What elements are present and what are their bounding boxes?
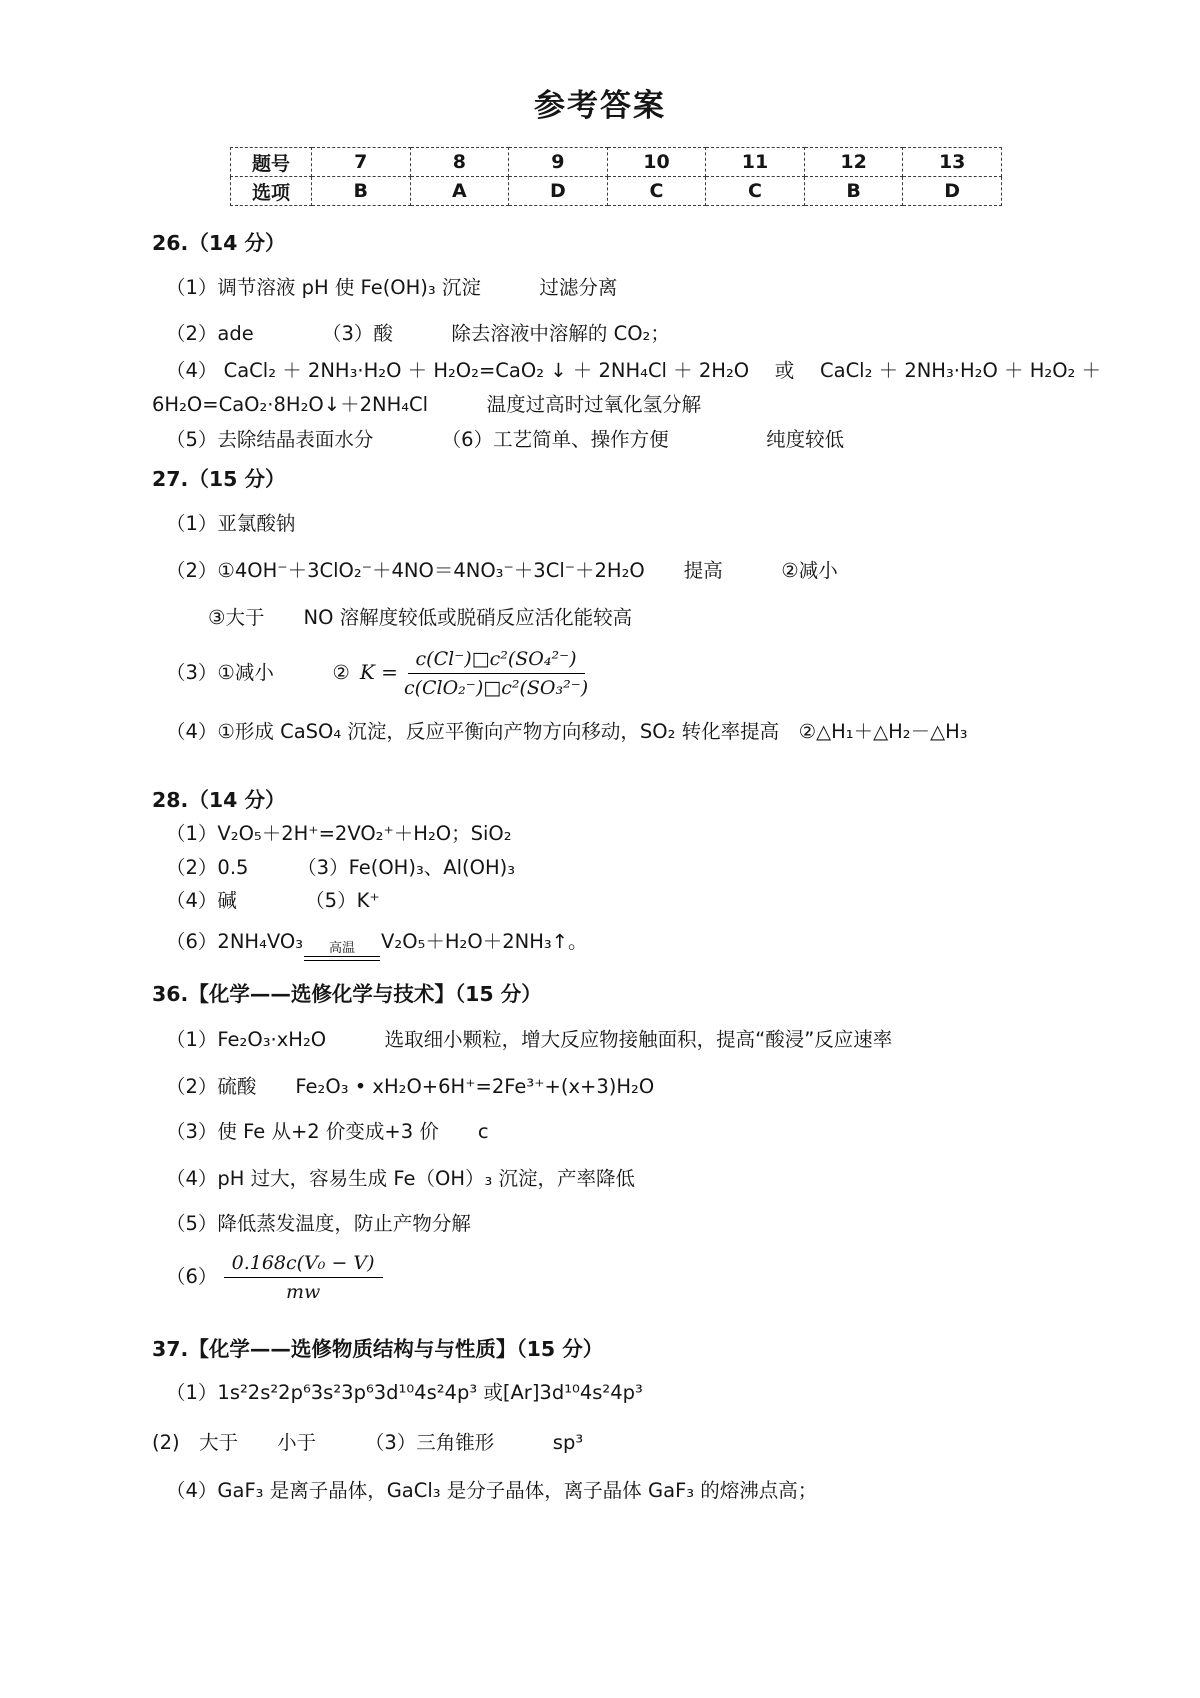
reaction-condition-mark [304,942,380,961]
answer-line: （1）调节溶液 pH 使 Fe(OH)₃ 沉淀 过滤分离 [166,276,618,299]
titration-fraction-denominator: mw [285,1281,321,1303]
k-prefix-text: （3）①减小 ② [166,661,350,684]
question-number-cell: 8 [410,148,509,177]
answer-option-cell: D [509,177,608,206]
answer-line: （2）0.5 （3）Fe(OH)₃、Al(OH)₃ [166,856,516,879]
answer-option-cell: C [607,177,706,206]
section-36-heading: 36.【化学——选修化学与技术】（15 分） [152,982,542,1006]
answer-line: （2）ade （3）酸 除去溶液中溶解的 CO₂； [166,322,670,345]
section-26 [152,226,1110,453]
answer-line: （4）①形成 CaSO₄ 沉淀，反应平衡向产物方向移动，SO₂ 转化率提高 ②△H₁＋△H₂－△H₃ [166,720,968,743]
row-label-option: 选项 [231,177,312,206]
answer-option-cell: C [706,177,805,206]
row-label-question: 题号 [231,148,312,177]
page-title: 参考答案 [534,88,666,124]
answer-table [230,147,1002,206]
question-number-row [231,148,1002,177]
question-number-cell: 12 [804,148,903,177]
section-37 [152,1332,1110,1504]
formula-prefix: （6） [166,1265,218,1288]
answer-option-cell: B [312,177,411,206]
titration-fraction [224,1251,383,1304]
answer-line: （3）使 Fe 从+2 价变成+3 价 c [166,1120,489,1143]
answer-line: （1）Fe₂O₃·xH₂O 选取细小颗粒，增大反应物接触面积，提高“酸浸”反应速率 [166,1028,893,1051]
answer-line: （4）pH 过大，容易生成 Fe（OH）₃ 沉淀，产率降低 [166,1167,636,1190]
answer-line: （5）降低蒸发温度，防止产物分解 [166,1212,471,1235]
question-number-cell: 9 [509,148,608,177]
answer-line: （2）①4OH⁻＋3ClO₂⁻＋4NO＝4NO₃⁻＋3Cl⁻＋2H₂O 提高 ②减小 [166,559,838,582]
section-37-heading: 37.【化学——选修物质结构与与性质】（15 分） [152,1337,604,1361]
section-28-heading: 28.（14 分） [152,788,286,812]
answer-line-continuation: 6H₂O=CaO₂·8H₂O↓＋2NH₄Cl 温度过高时过氧化氢分解 [152,393,702,416]
equation-prefix: （6）2NH₄VO₃ [166,930,304,953]
decomposition-equation-line [152,928,1110,961]
answer-line: ③大于 NO 溶解度较低或脱硝反应活化能较高 [208,606,633,629]
question-number-cell: 10 [607,148,706,177]
question-number-cell: 13 [903,148,1002,177]
equation-suffix: V₂O₅＋H₂O＋2NH₃↑。 [381,930,588,953]
answer-option-cell: A [410,177,509,206]
answer-line: （2）硫酸 Fe₂O₃ • xH₂O+6H⁺=2Fe³⁺+(x+3)H₂O [166,1075,655,1098]
reaction-condition-label: 高温 [329,941,356,956]
section-28 [152,783,1110,961]
section-27 [152,462,1110,745]
document-content [0,147,1200,1504]
section-26-heading: 26.（14 分） [152,231,286,255]
k-fraction-denominator: c(ClO₂⁻)□c²(SO₃²⁻) [403,677,589,699]
k-symbol: K = [359,660,398,684]
answer-line: （4）碱 （5）K⁺ [166,889,380,912]
section-36 [152,977,1110,1304]
answer-option-row [231,177,1002,206]
answer-line: （4） CaCl₂ ＋ 2NH₃·H₂O ＋ H₂O₂=CaO₂ ↓ ＋ 2NH₄Cl ＋ 2H₂O 或 CaCl₂ ＋ 2NH₃·H₂O ＋ H₂O₂ ＋ [166,359,1102,382]
question-number-cell: 7 [312,148,411,177]
k-fraction [404,647,588,700]
question-number-cell: 11 [706,148,805,177]
k-expression-line [152,647,1110,700]
titration-fraction-numerator: 0.168c(V₀ − V) [224,1251,383,1278]
answer-line: （1）1s²2s²2p⁶3s²3p⁶3d¹⁰4s²4p³ 或[Ar]3d¹⁰4s²4p³ [166,1381,643,1404]
answer-line: （4）GaF₃ 是离子晶体，GaCl₃ 是分子晶体，离子晶体 GaF₃ 的熔沸点高； [166,1479,818,1502]
answer-line: (2) 大于 小于 （3）三角锥形 sp³ [152,1431,584,1454]
answer-line: （1）V₂O₅＋2H⁺=2VO₂⁺＋H₂O；SiO₂ [166,822,512,845]
answer-option-cell: D [903,177,1002,206]
section-27-heading: 27.（15 分） [152,467,286,491]
answer-line: （1）亚氯酸钠 [166,512,296,535]
answer-line: （5）去除结晶表面水分 （6）工艺简单、操作方便 纯度较低 [166,428,845,451]
titration-formula-line [152,1251,1110,1304]
k-fraction-numerator: c(Cl⁻)□c²(SO₄²⁻) [408,647,585,674]
double-bond-line [304,956,380,961]
answer-option-cell: B [804,177,903,206]
